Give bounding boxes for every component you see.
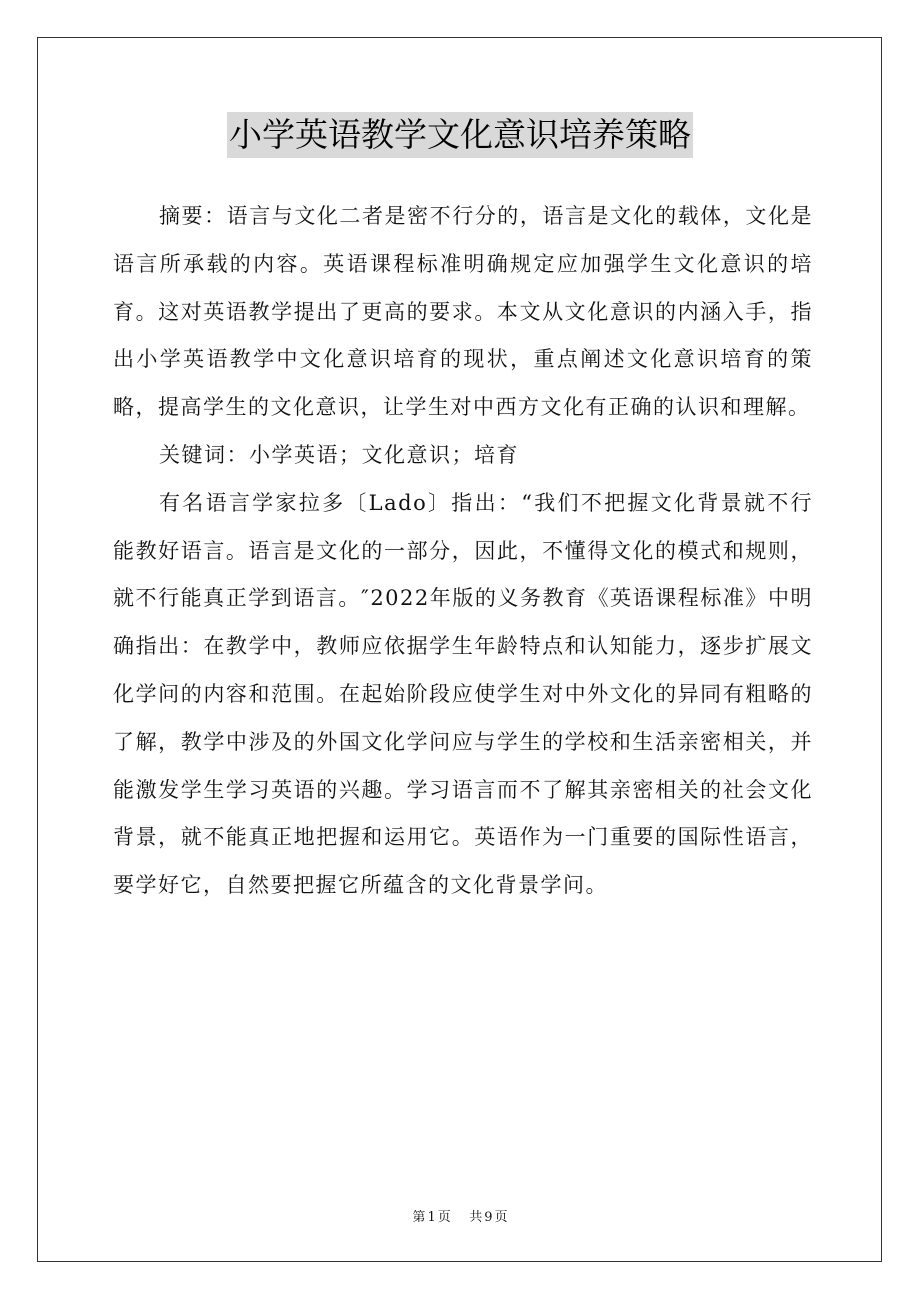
- current-page-number: 1: [427, 1210, 436, 1225]
- keywords-paragraph: 关键词：小学英语；文化意识；培育: [159, 442, 519, 467]
- total-label-suffix: 页: [494, 1210, 508, 1225]
- document-title: 小学英语教学文化意识培养策略: [227, 112, 693, 158]
- page-footer: [0, 1206, 920, 1225]
- body-paragraph: 有名语言学家拉多〔Lado〕指出：“我们不把握文化背景就不行能教好语言。语言是文化的一部分，因此，不懂得文化的模式和规则，就不行能真正学到语言。″2022年版的义务教育《英语课程标准》中明确指出：在教学中，教师应依据学生年龄特点和认知能力，逐步扩展文化学问的内容和范围。在起始阶段应使学生对中外文化的异同有粗略的了解，教学中涉及的外国文化学问应与学生的学校和生活亲密相关，并能激发学生学习英语的兴趣。学习语言而不了解其亲密相关的社会文化背景，就不能真正地把握和运用它。英语作为一门重要的国际性语言，要学好它，自然要把握它所蕴含的文化背景学问。: [113, 490, 813, 898]
- title-container: [0, 112, 920, 158]
- page-label-prefix: 第: [412, 1210, 426, 1225]
- page-label-suffix: 页: [437, 1210, 451, 1225]
- total-label-prefix: 共: [469, 1210, 483, 1225]
- total-pages-number: 9: [484, 1210, 493, 1225]
- abstract-paragraph: 摘要：语言与文化二者是密不行分的，语言是文化的载体，文化是语言所承载的内容。英语课程标准明确规定应加强学生文化意识的培育。这对英语教学提出了更高的要求。本文从文化意识的内涵入手，指出小学英语教学中文化意识培育的现状，重点阐述文化意识培育的策略，提高学生的文化意识，让学生对中西方文化有正确的认识和理解。: [113, 204, 813, 420]
- document-body: [113, 193, 813, 910]
